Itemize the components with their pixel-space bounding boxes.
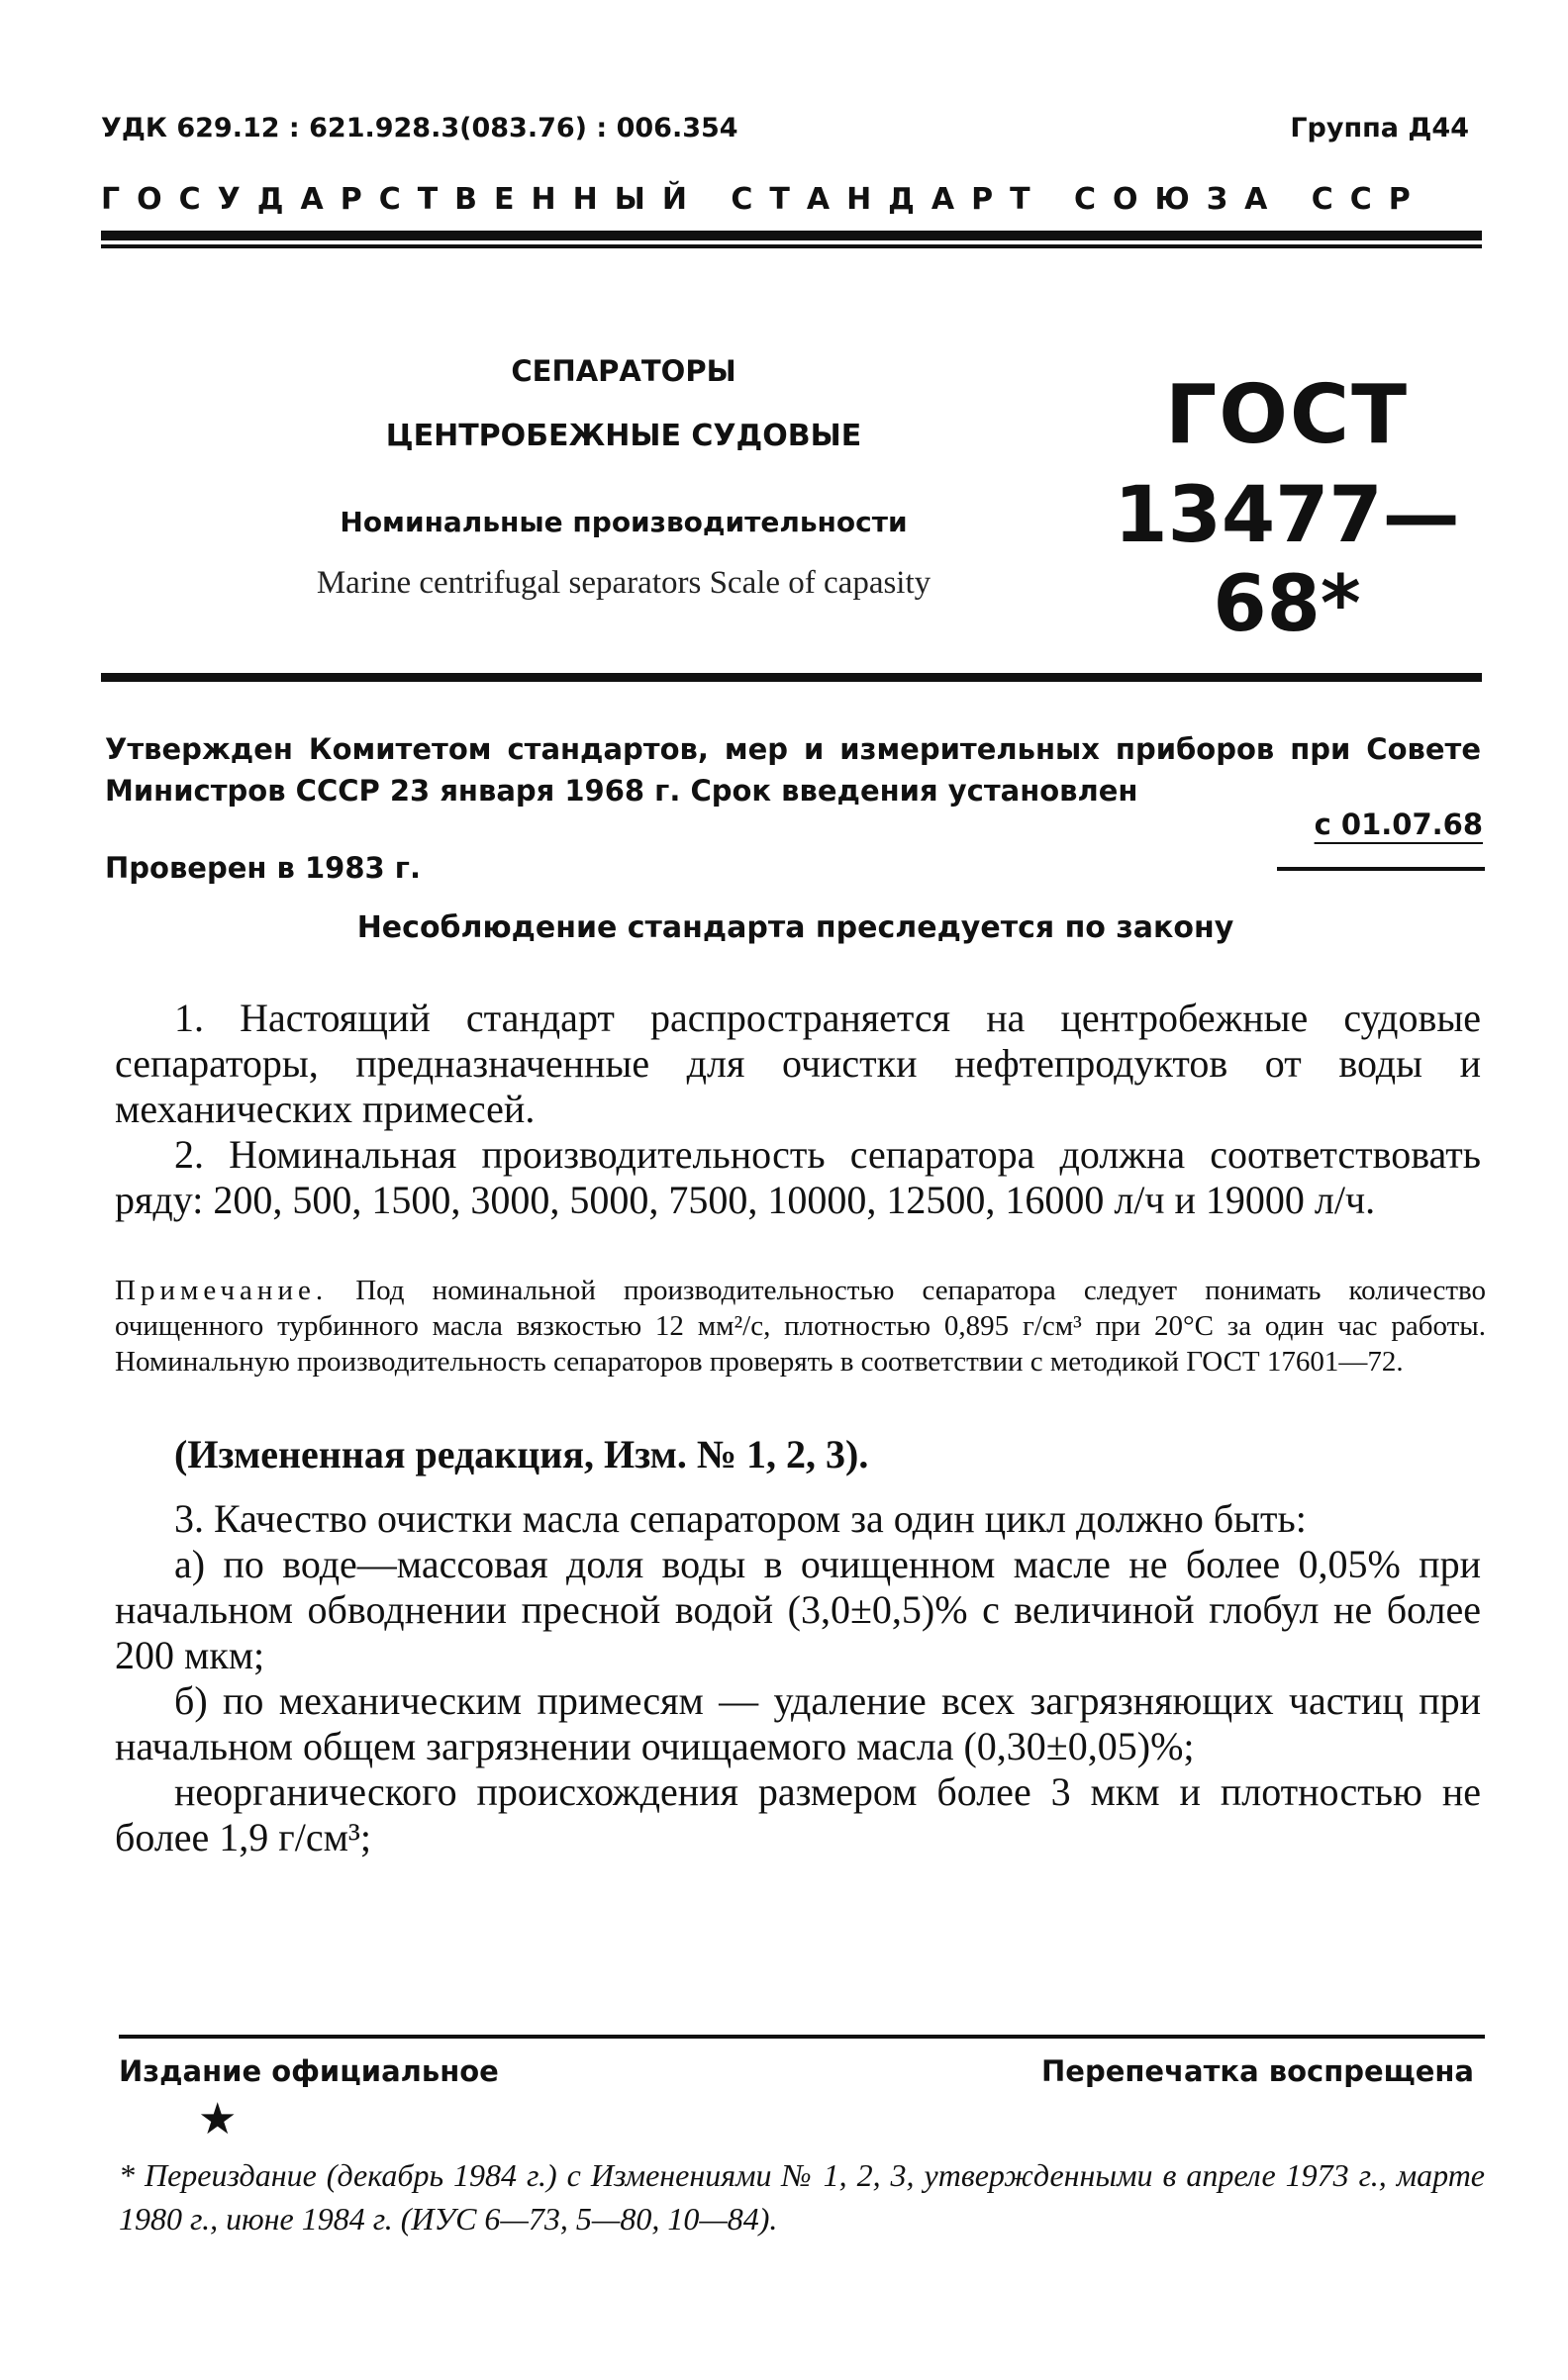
title-english: Marine centrifugal separators Scale of capasity [316,565,931,601]
amendment-edit: (Измененная редакция, Изм. № 1, 2, 3). [174,1432,869,1476]
footer-rule [119,2035,1485,2039]
star-icon: ★ [198,2094,238,2144]
gost-label: ГОСТ [1164,368,1410,462]
group-code: Группа Д44 [1290,113,1469,143]
paragraph-3a-text: а) по воде—массовая доля воды в очищенном масле не более 0,05% при начальном обводнении пресной водой (3,0±0,5)% с величиной глобул не более 200 мкм; [115,1542,1481,1677]
reprint-prohibited: Перепечатка воспрещена [1041,2054,1474,2088]
paragraph-3c-text: неорганического происхождения размером более 3 мкм и плотностью не более 1,9 г/см³; [115,1769,1481,1859]
paragraph-3b-text: б) по механическим примесям — удаление всех загрязняющих частиц при начальном общем загрязнении очищаемого масла (0,30±0,05)%; [115,1678,1481,1768]
title-line-2: ЦЕНТРОБЕЖНЫЕ СУДОВЫЕ [385,419,862,453]
header-rule-thick [101,231,1482,240]
header-rule-thin [101,244,1482,248]
paragraph-1 [115,996,1481,1132]
note-label: Примечание. [115,1275,329,1306]
note [115,1273,1486,1380]
title-line-1: СЕПАРАТОРЫ [511,354,736,388]
effective-date: с 01.07.68 [1314,808,1483,841]
udk-code: УДК 629.12 : 621.928.3(083.76) : 006.354 [101,113,738,143]
state-standard-banner: ГОСУДАРСТВЕННЫЙ СТАНДАРТ СОЮЗА ССР [101,182,1427,217]
legal-warning: Несоблюдение стандарта преследуется по закону [356,910,1234,945]
paragraph-2-text: 2. Номинальная производительность сепаратора должна соответствовать ряду: 200, 500, 1500, 3000, 5000, 7500, 10000, 12500, 16000 л/ч и 19000 л/ч. [115,1132,1481,1222]
paragraph-3-text: 3. Качество очистки масла сепаратором за один цикл должно быть: [174,1496,1307,1541]
note-text: Под номинальной производительностью сепаратора следует понимать количество очищенного турбинного масла вязкостью 12 мм²/с, плотностью 0,895 г/см³ при 20°С за один час работы. Номинальную производительность сепараторов проверять в соответствии с методикой ГОСТ 17601—72. [115,1275,1486,1378]
paragraph-1-text: 1. Настоящий стандарт распространяется на центробежные судовые сепараторы, предназначенные для очистки нефтепродуктов от воды и механических примесей. [115,996,1481,1131]
official-edition: Издание официальное [119,2054,499,2088]
effective-date-rule [1277,867,1485,871]
paragraph-3 [115,1496,1481,1860]
title-divider [101,673,1482,682]
checked-year: Проверен в 1983 г. [105,851,421,885]
paragraph-2 [115,1132,1481,1223]
approval-text: Утвержден Комитетом стандартов, мер и измерительных приборов при Совете Министров СССР 23 января 1968 г. Срок введения установлен [105,732,1481,808]
reprint-footnote: * Переиздание (декабрь 1984 г.) с Изменениями № 1, 2, 3, утвержденными в апреле 1973 г., марте 1980 г., июне 1984 г. (ИУС 6—73, 5—80, 10—84). [119,2157,1485,2237]
title-subtitle: Номинальные производительности [340,506,908,538]
gost-number: 13477—68* [1114,471,1460,649]
